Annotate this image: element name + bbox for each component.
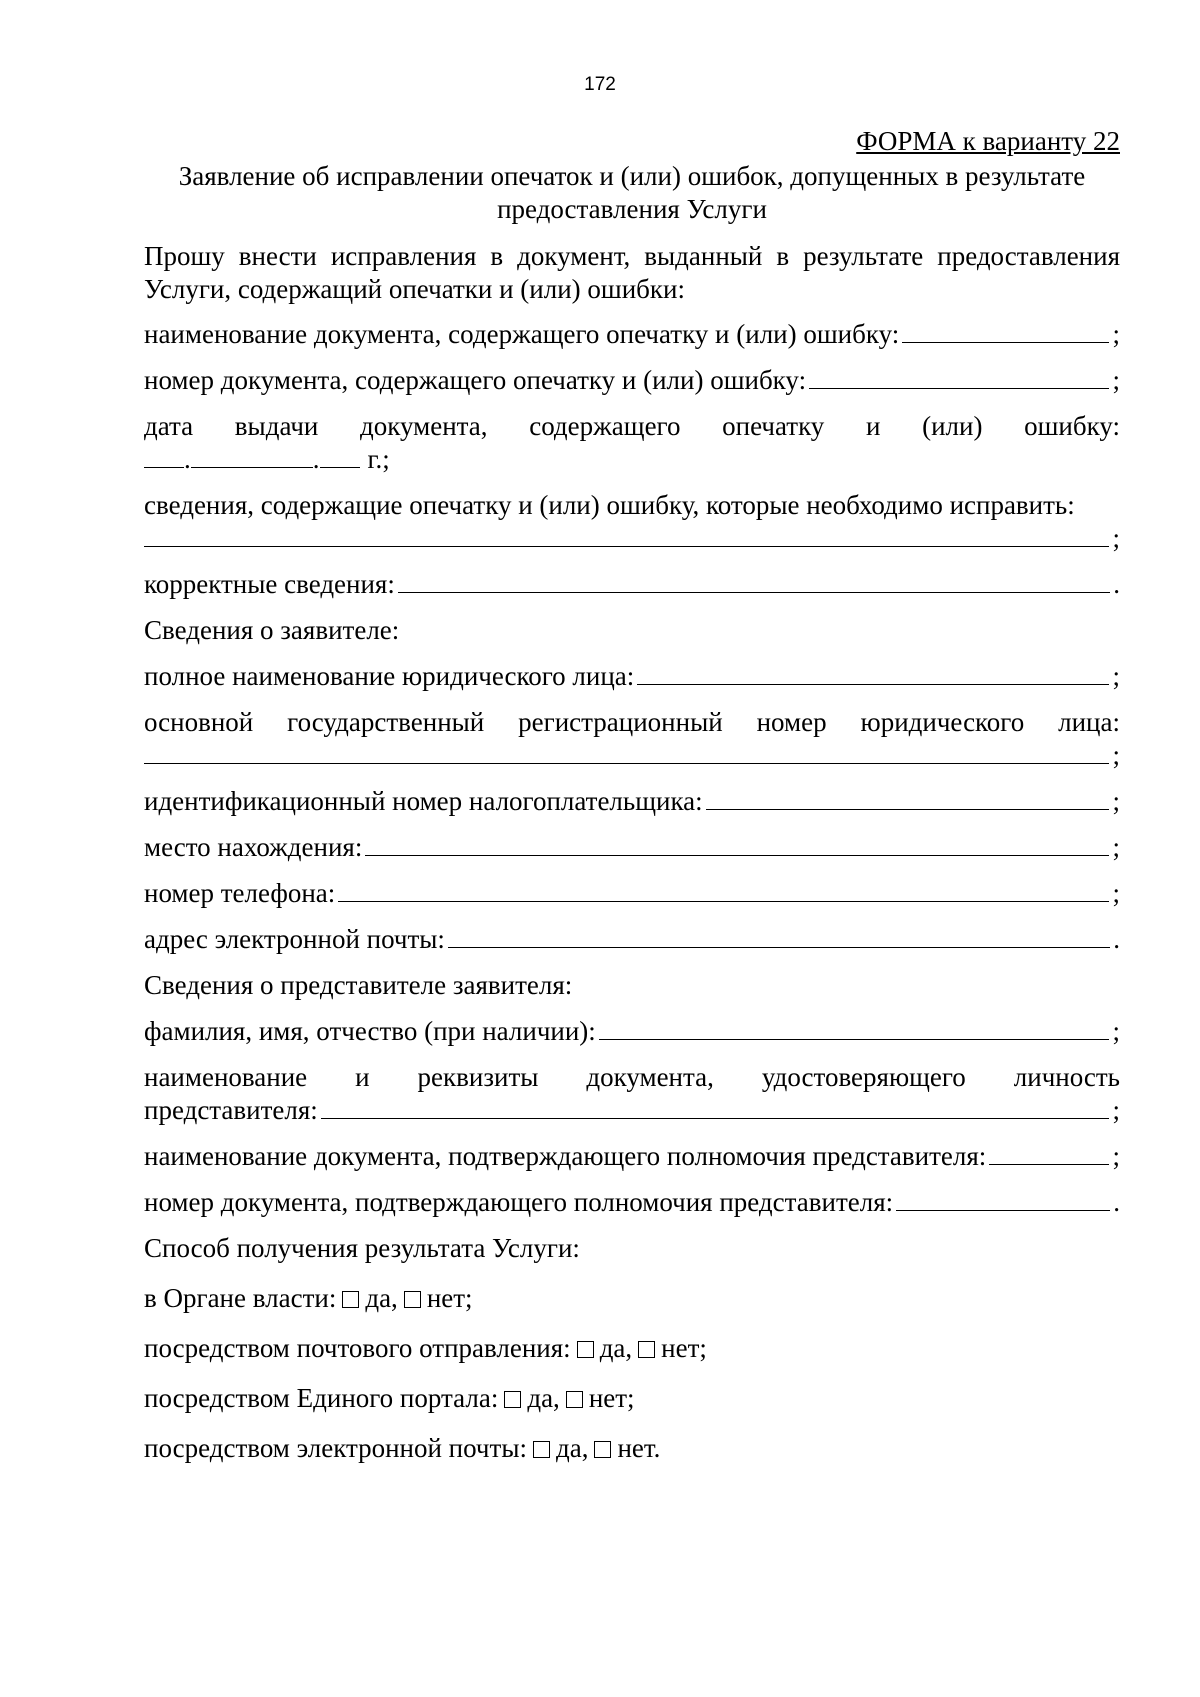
intro-line-2: Услуги, содержащий опечатки и (или) ошибки: [144, 274, 685, 304]
field-doc-name [144, 318, 1120, 351]
field-phone-label: номер телефона: [144, 878, 336, 908]
info-to-fix-line [144, 522, 1120, 555]
title-line-1: Заявление об исправлении опечаток и (или) ошибок, допущенных в результате [178, 161, 1086, 191]
delivery-heading: Способ получения результата Услуги: [144, 1233, 580, 1263]
page-number: 172 [584, 74, 616, 95]
field-doc-number [144, 364, 1120, 397]
issue-date-month-blank[interactable] [191, 445, 313, 468]
ogrn-blank[interactable] [144, 741, 1109, 764]
field-info-to-fix [144, 489, 1120, 555]
field-issue-date [144, 410, 1120, 476]
applicant-heading: Сведения о заявителе: [144, 615, 400, 645]
no-label: нет; [426, 1283, 473, 1313]
field-doc-number-label: номер документа, содержащего опечатку и (или) ошибку: [144, 365, 807, 395]
semicolon: ; [1112, 786, 1120, 816]
field-authority-doc-number-label: номер документа, подтверждающего полномочия представителя: [144, 1187, 894, 1217]
period: . [1113, 569, 1120, 599]
delivery-option-email [144, 1432, 1120, 1465]
rep-fio-blank[interactable] [599, 1017, 1110, 1040]
semicolon: ; [1112, 523, 1120, 553]
issue-date-year-blank[interactable] [320, 445, 360, 468]
delivery-option-label: в Органе власти: [144, 1283, 337, 1313]
semicolon: ; [1112, 365, 1120, 395]
ogrn-line [144, 739, 1120, 772]
rep-id-doc-blank[interactable] [321, 1096, 1110, 1119]
field-rep-id-doc-label-1: наименование и реквизиты документа, удостоверяющего личность [144, 1062, 1120, 1092]
phone-blank[interactable] [338, 879, 1109, 902]
inn-blank[interactable] [706, 787, 1110, 810]
field-authority-doc-name-label: наименование документа, подтверждающего полномочия представителя: [144, 1141, 987, 1171]
no-label: нет; [661, 1333, 707, 1363]
yes-checkbox[interactable] [504, 1391, 521, 1408]
intro-paragraph [144, 240, 1120, 306]
delivery-option-label: посредством Единого портала: [144, 1383, 499, 1413]
date-separator: . [312, 444, 320, 474]
delivery-option-label: посредством почтового отправления: [144, 1333, 571, 1363]
field-full-name-label: полное наименование юридического лица: [144, 661, 635, 691]
rep-id-doc-line [144, 1094, 1120, 1127]
field-correct-info [144, 568, 1120, 601]
field-ogrn [144, 706, 1120, 772]
field-rep-id-doc-label-2: представителя: [144, 1095, 318, 1125]
year-suffix: г.; [367, 444, 390, 474]
full-name-blank[interactable] [637, 662, 1109, 685]
document-title [144, 160, 1120, 226]
semicolon: ; [1112, 661, 1120, 691]
delivery-option-authority [144, 1282, 1120, 1315]
email-blank[interactable] [448, 925, 1110, 948]
authority-doc-name-blank[interactable] [989, 1142, 1109, 1165]
no-checkbox[interactable] [594, 1441, 611, 1458]
field-inn [144, 785, 1120, 818]
yes-checkbox[interactable] [577, 1341, 594, 1358]
semicolon: ; [1112, 1016, 1120, 1046]
doc-name-blank[interactable] [902, 320, 1109, 343]
semicolon: ; [1112, 1141, 1120, 1171]
intro-line-1: Прошу внести исправления в документ, выданный в результате предоставления [144, 241, 1120, 271]
location-blank[interactable] [365, 833, 1109, 856]
date-separator: . [184, 444, 191, 474]
yes-label: да, [555, 1433, 589, 1463]
semicolon: ; [1112, 1095, 1120, 1125]
yes-label: да, [527, 1383, 560, 1413]
form-variant-label: ФОРМА к варианту 22 [856, 126, 1120, 156]
yes-label: да, [599, 1333, 633, 1363]
representative-heading: Сведения о представителе заявителя: [144, 970, 573, 1000]
authority-doc-number-blank[interactable] [896, 1188, 1110, 1211]
delivery-option-portal [144, 1382, 1120, 1415]
no-checkbox[interactable] [566, 1391, 583, 1408]
field-doc-name-label: наименование документа, содержащего опечатку и (или) ошибку: [144, 319, 900, 349]
delivery-option-mail [144, 1332, 1120, 1365]
no-label: нет; [588, 1383, 635, 1413]
correct-info-blank[interactable] [398, 570, 1110, 593]
field-inn-label: идентификационный номер налогоплательщика: [144, 786, 703, 816]
field-authority-doc-name [144, 1140, 1120, 1173]
field-rep-fio-label: фамилия, имя, отчество (при наличии): [144, 1016, 596, 1046]
title-line-2: предоставления Услуги [497, 194, 767, 224]
field-location [144, 831, 1120, 864]
delivery-option-label: посредством электронной почты: [144, 1433, 527, 1463]
yes-checkbox[interactable] [342, 1291, 359, 1308]
no-label: нет. [617, 1433, 661, 1463]
issue-date-blanks [144, 443, 1120, 476]
field-location-label: место нахождения: [144, 832, 363, 862]
field-email [144, 923, 1120, 956]
doc-number-blank[interactable] [809, 366, 1109, 389]
semicolon: ; [1112, 832, 1120, 862]
yes-checkbox[interactable] [533, 1441, 550, 1458]
no-checkbox[interactable] [638, 1341, 655, 1358]
field-info-to-fix-label: сведения, содержащие опечатку и (или) ошибку, которые необходимо исправить: [144, 490, 1075, 520]
info-to-fix-blank[interactable] [144, 524, 1109, 547]
form-document [144, 124, 1120, 1465]
field-phone [144, 877, 1120, 910]
no-checkbox[interactable] [404, 1291, 421, 1308]
period: . [1113, 1187, 1120, 1217]
field-rep-fio [144, 1015, 1120, 1048]
field-email-label: адрес электронной почты: [144, 924, 445, 954]
semicolon: ; [1112, 319, 1120, 349]
field-ogrn-label: основной государственный регистрационный номер юридического лица: [144, 707, 1120, 737]
field-issue-date-label: дата выдачи документа, содержащего опечатку и (или) ошибку: [144, 411, 1120, 441]
period: . [1113, 924, 1120, 954]
semicolon: ; [1112, 740, 1120, 770]
yes-label: да, [365, 1283, 398, 1313]
issue-date-day-blank[interactable] [144, 445, 184, 468]
semicolon: ; [1112, 878, 1120, 908]
field-authority-doc-number [144, 1186, 1120, 1219]
field-rep-id-doc [144, 1061, 1120, 1127]
field-full-name [144, 660, 1120, 693]
field-correct-info-label: корректные сведения: [144, 569, 395, 599]
